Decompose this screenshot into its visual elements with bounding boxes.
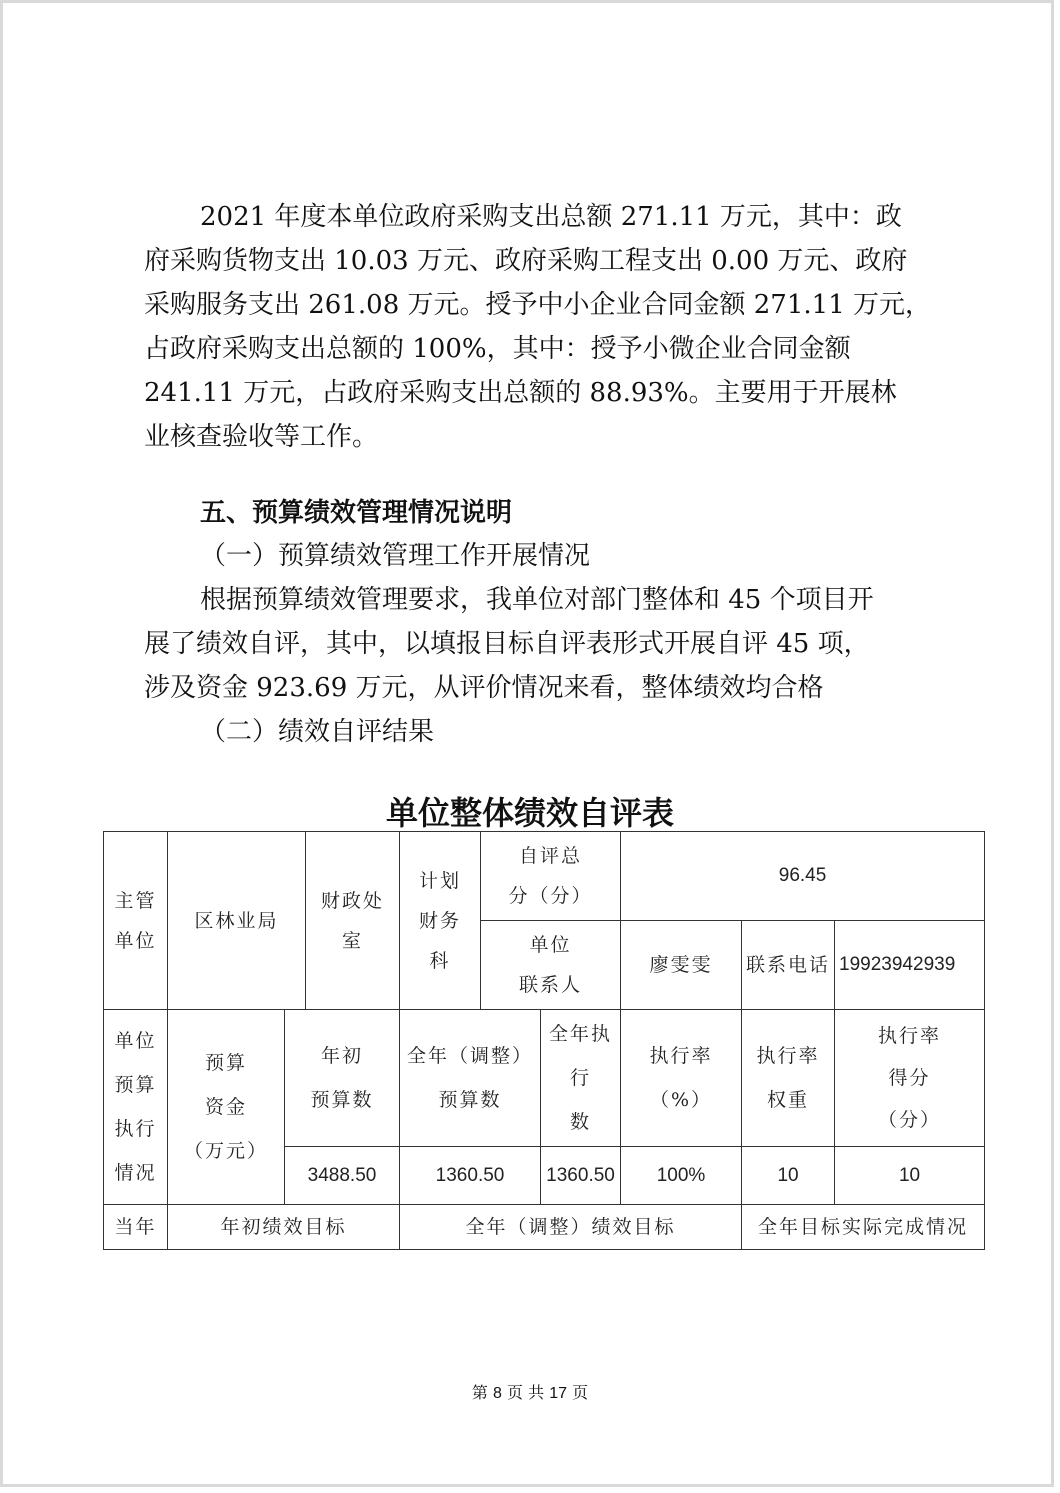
contact-value: 廖雯雯 [621,921,742,1010]
footer-suffix: 页 [572,1383,589,1402]
text-line: 2021 年度本单位政府采购支出总额 271.11 万元，其中：政 [200,202,902,232]
year-label: 当年 [104,1205,168,1250]
footer-middle: 页 共 [507,1383,545,1402]
text-line: 涉及资金 923.69 万元，从评价情况来看，整体绩效均合格 [144,673,824,703]
col-header-score: 执行率 得分 （分） [835,1010,985,1147]
col-header-executed: 全年执行 数 [541,1010,621,1147]
col-header-adjusted: 全年（调整） 预算数 [400,1010,541,1147]
text-line: 业核查验收等工作。 [144,422,379,452]
phone-label: 联系电话 [742,921,835,1010]
office-value: 计划 财务 科 [400,832,481,1010]
performance-table [103,831,985,1250]
text-line: 采购服务支出 261.08 万元。授予中小企业合同金额 271.11 万元， [144,290,932,320]
col-header-weight: 执行率 权重 [742,1010,835,1147]
value-initial: 3488.50 [285,1147,400,1205]
value-adjusted: 1360.50 [400,1147,541,1205]
col-header-initial: 年初 预算数 [285,1010,400,1147]
page-footer [0,1380,1060,1403]
phone-value: 19923942939 [835,921,985,1010]
text-line: 府采购货物支出 10.03 万元、政府采购工程支出 0.00 万元、政府 [144,246,908,276]
exec-label: 单位 预算 执行 情况 [104,1010,168,1205]
value-executed: 1360.50 [541,1147,621,1205]
footer-prefix: 第 [471,1383,488,1402]
dept-value: 区林业局 [168,832,306,1010]
adjusted-goal-header: 全年（调整）绩效目标 [400,1205,742,1250]
initial-goal-header: 年初绩效目标 [168,1205,400,1250]
text-line: 展了绩效自评，其中，以填报目标自评表形式开展自评 45 项， [144,629,870,659]
value-weight: 10 [742,1147,835,1205]
text-line: 占政府采购支出总额的 100%，其中：授予小微企业合同金额 [144,334,851,364]
score-value: 96.45 [621,832,985,921]
section-heading: 五、预算绩效管理情况说明 [200,498,513,528]
dept-label: 主管 单位 [104,832,168,1010]
total-pages: 17 [549,1385,567,1402]
value-score: 10 [835,1147,985,1205]
page-number: 8 [493,1385,502,1402]
value-rate: 100% [621,1147,742,1205]
subsection-heading: （一）预算绩效管理工作开展情况 [200,541,591,571]
text-line: 根据预算绩效管理要求，我单位对部门整体和 45 个项目开 [200,585,874,615]
subsection-heading: （二）绩效自评结果 [200,717,435,747]
contact-label: 单位 联系人 [481,921,621,1010]
score-label: 自评总 分（分） [481,832,621,921]
office-label: 财政处 室 [306,832,400,1010]
fund-label: 预算 资金 （万元） [168,1010,285,1205]
text-line: 241.11 万元，占政府采购支出总额的 88.93%。主要用于开展林 [144,378,897,408]
col-header-rate: 执行率 （%） [621,1010,742,1147]
table-title: 单位整体绩效自评表 [385,794,674,832]
actual-completion-header: 全年目标实际完成情况 [742,1205,985,1250]
